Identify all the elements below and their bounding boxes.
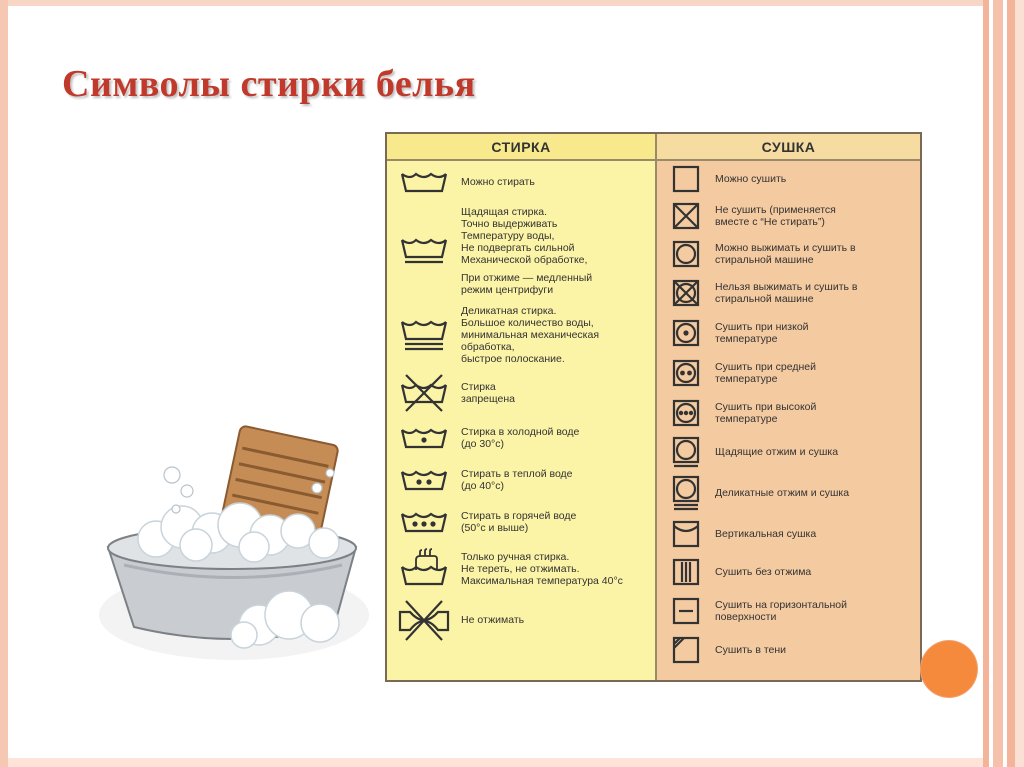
- description-line: режим центрифуги: [461, 284, 554, 296]
- wash-symbol-description: [461, 510, 576, 534]
- tumble-dry-medium-icon: [657, 359, 715, 387]
- description-line: Нельзя выжимать и сушить в: [715, 281, 858, 293]
- wash-cold-icon: [387, 423, 461, 453]
- slide-frame-bottom: [8, 758, 983, 767]
- description-line: обработка,: [461, 341, 515, 353]
- description-line: Сушить при высокой: [715, 401, 817, 413]
- description-line: вместе с “Не стирать”): [715, 216, 825, 228]
- wash-symbol-row: [387, 543, 655, 595]
- dry-symbol-description: [715, 321, 809, 345]
- wash-tub-icon: [387, 167, 461, 197]
- description-line: Только ручная стирка.: [461, 551, 570, 563]
- dry-symbol-row: [657, 197, 920, 235]
- description-line: температуре: [715, 413, 778, 425]
- wash-symbol-description: [461, 381, 515, 405]
- dry-symbol-row: [657, 515, 920, 553]
- flat-dry-icon: [657, 597, 715, 625]
- dry-column: [657, 134, 920, 680]
- description-line: Можно стирать: [461, 175, 535, 188]
- dry-symbol-row: [657, 553, 920, 591]
- line-dry-icon: [657, 520, 715, 548]
- description-line: Деликатная стирка.: [461, 305, 557, 317]
- description-line: температуре: [715, 373, 778, 385]
- dry-allowed-icon: [657, 165, 715, 193]
- description-line: Не подвергать сильной: [461, 242, 575, 254]
- wash-symbol-description: [461, 614, 524, 626]
- slide-frame-left: [0, 0, 8, 767]
- description-line: При отжиме — медленный: [461, 272, 593, 284]
- wash-column: [387, 134, 657, 680]
- decorative-orange-circle: [921, 641, 977, 697]
- wash-rows: [387, 161, 655, 680]
- description-line: Деликатные отжим и сушка: [715, 487, 850, 499]
- description-line: Вертикальная сушка: [715, 528, 817, 540]
- dry-column-header: СУШКА: [657, 134, 920, 161]
- wash-gentle-icon: [387, 233, 461, 269]
- tumble-dry-high-icon: [657, 399, 715, 427]
- wash-warm-icon: [387, 465, 461, 495]
- dry-symbol-row: [657, 433, 920, 471]
- description-line: Механической обработке,: [461, 254, 588, 266]
- description-line: Стирать в теплой воде: [461, 468, 573, 480]
- dry-symbol-row: [657, 273, 920, 313]
- dry-rows: [657, 161, 920, 680]
- slide-frame-top: [8, 0, 983, 6]
- wash-symbol-row: [387, 300, 655, 370]
- dry-symbol-description: [715, 446, 838, 458]
- description-line: Можно выжимать и сушить в: [715, 242, 856, 254]
- dry-symbol-description: [715, 599, 847, 623]
- wash-symbol-description: [461, 176, 535, 188]
- description-line: запрещена: [461, 393, 516, 405]
- description-line: быстрое полоскание.: [461, 353, 565, 365]
- drip-dry-icon: [657, 558, 715, 586]
- dry-symbol-row: [657, 591, 920, 631]
- dry-symbol-description: [715, 401, 816, 425]
- wash-symbol-row: [387, 161, 655, 202]
- description-line: Сушить в тени: [715, 644, 787, 656]
- wash-hot-icon: [387, 507, 461, 537]
- dry-symbol-description: [715, 173, 786, 185]
- description-line: температуре: [715, 333, 778, 345]
- laundry-symbols-chart: [385, 132, 922, 682]
- dry-symbol-row: [657, 471, 920, 515]
- description-line: Щадящие отжим и сушка: [715, 446, 839, 458]
- wash-symbol-row: [387, 202, 655, 300]
- dry-symbol-description: [715, 204, 836, 228]
- dry-symbol-description: [715, 487, 849, 499]
- dry-symbol-row: [657, 631, 920, 669]
- dry-symbol-row: [657, 353, 920, 393]
- wash-symbol-description: [461, 468, 573, 492]
- description-line: Максимальная температура 40°c: [461, 575, 623, 587]
- wash-symbol-row: [387, 595, 655, 645]
- wash-symbol-description: [461, 206, 592, 296]
- slide-frame-right-stripes: [983, 0, 1024, 767]
- dry-symbol-row: [657, 313, 920, 353]
- description-line: поверхности: [715, 611, 777, 623]
- description-line: стиральной машине: [715, 293, 814, 305]
- dry-symbol-description: [715, 361, 816, 385]
- gentle-spin-dry-icon: [657, 436, 715, 468]
- dry-symbol-description: [715, 644, 786, 656]
- washbasin-illustration: [84, 415, 376, 673]
- wash-symbol-description: [461, 551, 623, 587]
- no-dry-icon: [657, 202, 715, 230]
- description-line: Стирать в горячей воде: [461, 509, 577, 522]
- description-line: Щадящая стирка.: [461, 206, 548, 218]
- description-line: (до 30°c): [461, 438, 505, 450]
- description-line: минимальная механическая: [461, 329, 600, 341]
- wash-symbol-row: [387, 500, 655, 543]
- dry-symbol-description: [715, 528, 816, 540]
- wash-column-header: СТИРКА: [387, 134, 655, 161]
- tumble-dry-low-icon: [657, 319, 715, 347]
- description-line: Сушить при низкой: [715, 321, 809, 333]
- slide-title: Символы стирки белья: [62, 63, 476, 105]
- description-line: Сушить при средней: [715, 361, 816, 373]
- description-line: Сушить на горизонтальной: [715, 599, 847, 611]
- hand-wash-icon: [387, 548, 461, 590]
- wash-symbol-description: [461, 426, 579, 450]
- no-tumble-dry-icon: [657, 279, 715, 307]
- dry-symbol-row: [657, 235, 920, 273]
- delicate-spin-dry-icon: [657, 475, 715, 511]
- description-line: Можно сушить: [715, 173, 787, 185]
- dry-symbol-row: [657, 161, 920, 197]
- description-line: Точно выдерживать: [461, 218, 558, 230]
- description-line: стиральной машине: [715, 254, 814, 266]
- description-line: Температуру воды,: [461, 230, 555, 242]
- wash-symbol-row: [387, 416, 655, 460]
- wash-delicate-icon: [387, 315, 461, 355]
- description-line: (до 40°c): [461, 480, 505, 492]
- dry-symbol-description: [715, 566, 811, 578]
- shade-dry-icon: [657, 636, 715, 664]
- wash-symbol-row: [387, 460, 655, 500]
- description-line: Не сушить (применяется: [715, 204, 836, 216]
- tumble-dry-icon: [657, 240, 715, 268]
- description-line: Не отжимать: [461, 614, 525, 626]
- description-line: Сушить без отжима: [715, 566, 812, 578]
- dry-symbol-description: [715, 242, 856, 266]
- description-line: Не тереть, не отжимать.: [461, 563, 580, 575]
- dry-symbol-description: [715, 281, 857, 305]
- description-line: Большое количество воды,: [461, 317, 594, 329]
- no-wring-icon: [387, 598, 461, 642]
- description-line: Стирка в холодной воде: [461, 426, 580, 438]
- dry-symbol-row: [657, 393, 920, 433]
- wash-symbol-row: [387, 370, 655, 416]
- no-wash-icon: [387, 373, 461, 413]
- wash-symbol-description: [461, 305, 599, 365]
- description-line: (50°c и выше): [461, 521, 529, 534]
- description-line: Стирка: [461, 381, 496, 393]
